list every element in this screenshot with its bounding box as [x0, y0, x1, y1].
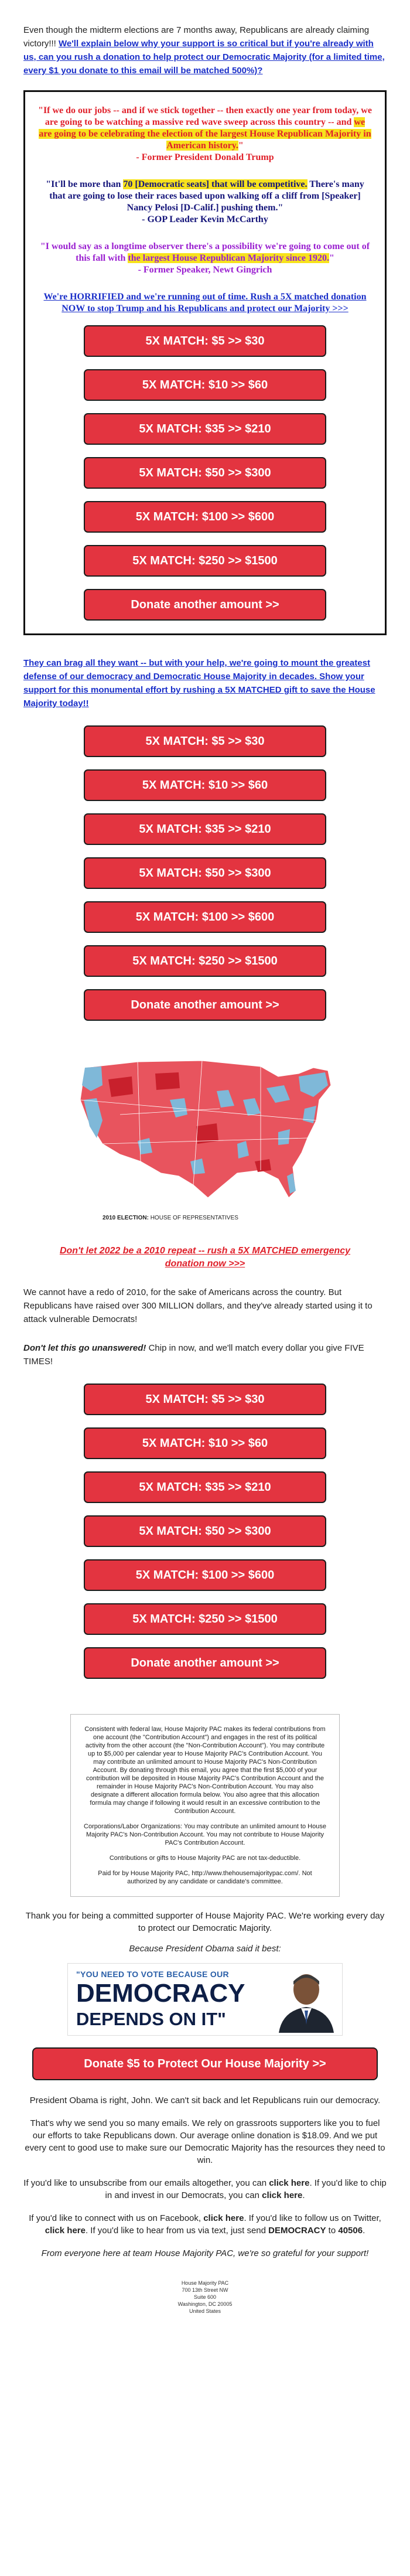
legal-paid-for: Paid for by House Majority PAC, http://www.thehousemajoritypac.com/. Not authorized by any candidate or candidate's committee.	[98, 1870, 312, 1885]
intro-lead: Even though the midterm elections are 7 months away, Republicans are already claiming victory!!!	[23, 25, 370, 49]
obama-quote-image	[67, 1963, 343, 2036]
legal-disclaimer-box	[70, 1714, 340, 1897]
quote-gingrich-text: "I would say as a longtime observer there's a possibility we're going to come out of this fall with	[40, 241, 370, 263]
quote-trump-highlight: we are going to be celebrating the election of the largest House Republican Majority in American history.	[39, 117, 371, 151]
unanswered-emphasis: Don't let this go unanswered!	[23, 1343, 146, 1353]
facebook-text: If you'd like to connect with us on Facebook,	[29, 2213, 204, 2223]
match-250-button[interactable]: 5X MATCH: $250 >> $1500	[84, 945, 326, 977]
unanswered-paragraph	[23, 1341, 387, 1368]
quote-gingrich-close: "	[329, 253, 334, 263]
donate-other-button[interactable]: Donate another amount >>	[84, 989, 326, 1021]
map-caption	[67, 1215, 343, 1221]
footer-address	[23, 2279, 387, 2315]
obama-portrait-icon	[274, 1967, 339, 2033]
facebook-link[interactable]: click here	[203, 2213, 244, 2223]
quote-mccarthy	[38, 179, 372, 226]
closing-obama-right: President Obama is right, John. We can't sit back and let Republicans ruin our democracy.	[29, 2095, 381, 2105]
redo-paragraph: We cannot have a redo of 2010, for the sake of Americans across the country. But Republicans have raised over 300 MILLION dollars, and they've already started using it to attack vulnerable Democrats!	[23, 1287, 373, 1324]
election-map[interactable]	[67, 1044, 343, 1221]
text-signup-text: . If you'd like to hear from us via text, just send	[85, 2226, 269, 2236]
intro-donate-link[interactable]: We'll explain below why your support is so critical but if you're already with us, can you rush a donation to help protect our Democratic Majority (for a limited time, every $1 you donate to this email will be matched 500%)?	[23, 39, 385, 76]
closing-emails: That's why we send you so many emails. We rely on grassroots supporters like you to fuel our efforts to take Republicans down. Our average online donation is $18.09. And we put every cent to good use to make sure our Democratic Majority has the resources they need to win.	[25, 2118, 385, 2165]
quote-gingrich-cite: - Former Speaker, Newt Gingrich	[138, 265, 272, 275]
match-5-button[interactable]: 5X MATCH: $5 >> $30	[84, 725, 326, 757]
footer-suite: Suite 600	[193, 2294, 217, 2300]
text-shortcode: 40506	[338, 2226, 363, 2236]
unsubscribe-period: .	[302, 2190, 305, 2200]
text-keyword: DEMOCRACY	[268, 2226, 326, 2236]
donate-buttons-group-2	[84, 725, 326, 1021]
quote-gingrich	[38, 241, 372, 276]
obama-image-line3: DEPENDS ON IT"	[76, 2009, 226, 2029]
match-10-button[interactable]: 5X MATCH: $10 >> $60	[84, 1427, 326, 1459]
quote-mccarthy-text: "It'll be more than	[46, 179, 124, 189]
quote-mccarthy-highlight: 70 [Democratic seats] that will be competitive.	[123, 179, 308, 189]
match-50-button[interactable]: 5X MATCH: $50 >> $300	[84, 1515, 326, 1547]
footer-city: Washington, DC 20005	[177, 2301, 233, 2307]
us-district-map	[67, 1044, 343, 1208]
match-100-button[interactable]: 5X MATCH: $100 >> $600	[84, 1559, 326, 1591]
match-250-button[interactable]: 5X MATCH: $250 >> $1500	[84, 1603, 326, 1635]
twitter-link[interactable]: click here	[45, 2226, 86, 2236]
map-caption-year: 2010 ELECTION:	[102, 1215, 149, 1221]
text-to: to	[326, 2226, 339, 2236]
donate-buttons-group-3	[84, 1384, 326, 1679]
footer-country: United States	[189, 2308, 221, 2314]
donate-other-button[interactable]: Donate another amount >>	[84, 1647, 326, 1679]
match-35-button[interactable]: 5X MATCH: $35 >> $210	[84, 1471, 326, 1503]
thanks-paragraph: Thank you for being a committed supporter of House Majority PAC. We're working every day to protect our Democratic Majority.	[25, 1911, 385, 1933]
footer-street: 700 13th Street NW	[182, 2287, 228, 2293]
match-10-button[interactable]: 5X MATCH: $10 >> $60	[84, 769, 326, 801]
invest-link[interactable]: click here	[262, 2190, 303, 2200]
match-5-button[interactable]: 5X MATCH: $5 >> $30	[84, 325, 326, 357]
repeat-warning-link[interactable]: Don't let 2022 be a 2010 repeat -- rush a 5X MATCHED emergency donation now >>>	[59, 1246, 351, 1269]
match-250-button[interactable]: 5X MATCH: $250 >> $1500	[84, 545, 326, 577]
defense-link-paragraph[interactable]: They can brag all they want -- but with your help, we're going to mount the greatest defense of our democracy and Democratic House Majority in decades. Show your support for this monumental effort by rushing a 5X MATCHED gift to save the House Majority today!!	[23, 658, 375, 708]
donate-5-protect-button[interactable]: Donate $5 to Protect Our House Majority >>	[32, 2047, 378, 2080]
match-100-button[interactable]: 5X MATCH: $100 >> $600	[84, 901, 326, 933]
obama-image-line2: DEMOCRACY	[76, 1979, 245, 2008]
twitter-text: . If you'd like to follow us on Twitter,	[244, 2213, 381, 2223]
match-50-button[interactable]: 5X MATCH: $50 >> $300	[84, 457, 326, 489]
unanswered-rest: Chip in now, and we'll match every dollar you give FIVE TIMES!	[23, 1343, 364, 1367]
donate-other-button[interactable]: Donate another amount >>	[84, 589, 326, 621]
obama-intro: Because President Obama said it best:	[129, 1944, 281, 1954]
donate-buttons-group-1	[84, 325, 326, 621]
legal-tax: Contributions or gifts to House Majority PAC are not tax-deductible.	[109, 1855, 301, 1862]
match-50-button[interactable]: 5X MATCH: $50 >> $300	[84, 857, 326, 889]
quote-trump-text: "If we do our jobs -- and if we stick together -- then exactly one year from today, we are going to be watching a massive red wave sweep across this country -- and	[38, 105, 372, 127]
closing-social	[23, 2212, 387, 2237]
match-5-button[interactable]: 5X MATCH: $5 >> $30	[84, 1384, 326, 1415]
quote-trump-close: "	[238, 141, 244, 151]
match-35-button[interactable]: 5X MATCH: $35 >> $210	[84, 813, 326, 845]
legal-accounts: Consistent with federal law, House Majority PAC makes its federal contributions from one account (the "Contribution Account") and engages in the rest of its political activity from the other account (the "Non-Contribution Account"). You may contribute up to $5,000 per calendar year to House Majority PAC's Contribution Account. You may contribute an unlimited amount to House Majority PAC's Non-Contribution Account. By donating through this email, you agree that the first $5,000 of your contribution will be deposited in House Majority PAC's Contribution Account and the remainder in House Majority PAC's Non-Contribution Account. You may also designate a different allocation formula below. You also agree that this allocation formula may change if following it would result in an excessive contribution to the Contribution Account.	[84, 1726, 326, 1815]
closing-grateful: From everyone here at team House Majority PAC, we're so grateful for your support!	[41, 2248, 369, 2258]
match-100-button[interactable]: 5X MATCH: $100 >> $600	[84, 501, 326, 533]
text-period: .	[363, 2226, 365, 2236]
quotes-box	[23, 90, 387, 635]
invest-text: . If you'd like to chip in and invest in our Democrats, you can	[105, 2178, 387, 2200]
quote-mccarthy-rest: There's many that are going to lose their races based upon walking off a cliff from [Speaker] Nancy Pelosi [D-Calif.] pushing them."	[49, 179, 364, 213]
footer-org: House Majority PAC	[181, 2280, 229, 2286]
quotes-cta-link[interactable]: We're HORRIFIED and we're running out of time. Rush a 5X matched donation NOW to stop Trump and his Republicans and protect our Majority >>>	[43, 292, 367, 314]
quote-trump-cite: - Former President Donald Trump	[136, 152, 274, 162]
closing-unsubscribe	[23, 2177, 387, 2202]
unsubscribe-text: If you'd like to unsubscribe from our emails altogether, you can	[23, 2178, 269, 2188]
legal-corporations: Corporations/Labor Organizations: You may contribute an unlimited amount to House Majority PAC's Non-Contribution Account. You may not contribute to House Majority PAC's Contribution Account.	[84, 1823, 326, 1846]
quote-gingrich-highlight: the largest House Republican Majority since 1920.	[128, 253, 329, 263]
map-caption-label: HOUSE OF REPRESENTATIVES	[148, 1215, 238, 1221]
match-35-button[interactable]: 5X MATCH: $35 >> $210	[84, 413, 326, 445]
match-10-button[interactable]: 5X MATCH: $10 >> $60	[84, 369, 326, 401]
obama-image-line1: "YOU NEED TO VOTE BECAUSE OUR	[76, 1970, 229, 1979]
unsubscribe-link[interactable]: click here	[269, 2178, 310, 2188]
quote-trump	[38, 105, 372, 163]
quote-mccarthy-cite: - GOP Leader Kevin McCarthy	[142, 214, 268, 224]
intro-paragraph	[23, 23, 387, 77]
